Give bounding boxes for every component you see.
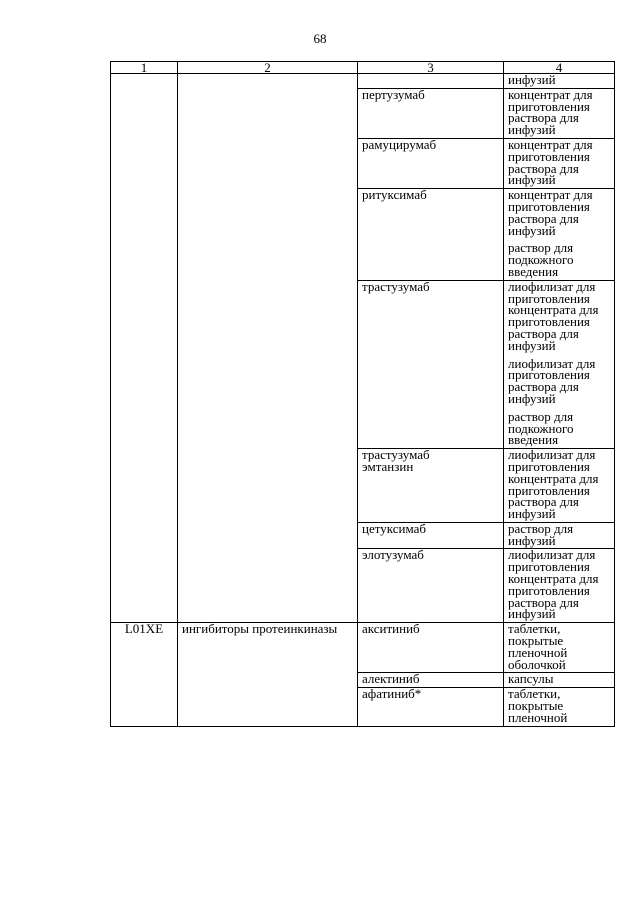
dosage-form-cell (504, 138, 615, 188)
atc-code-cell: L01XE (111, 623, 178, 726)
header-cell-4: 4 (504, 62, 615, 74)
dosage-form: капсулы (508, 671, 554, 687)
drug-name-cell: цетуксимаб (358, 522, 504, 549)
group-title-cell: ингибиторы протеинкиназы (178, 623, 358, 726)
dosage-form-cell (504, 449, 615, 523)
drug-name-cell: ритуксимаб (358, 189, 504, 281)
dosage-form: лиофилизат для приготовления раствора для инфузий (508, 355, 596, 406)
page-number: 68 (313, 31, 327, 46)
header-cell-3: 3 (358, 62, 504, 74)
drug-name-cell: трастузумаб эмтанзин (358, 449, 504, 523)
dosage-form: раствор для инфузий (508, 520, 574, 548)
dosage-form-cell (504, 522, 615, 549)
dosage-form: концентрат для приготовления раствора для инфузий (508, 136, 593, 188)
drug-name-cell: рамуцирумаб (358, 138, 504, 188)
drug-name-cell: пертузумаб (358, 88, 504, 138)
dosage-form: раствор для подкожного введения (508, 408, 574, 448)
dosage-form-cell (504, 549, 615, 623)
dosage-form: лиофилизат для приготовления концентрата для приготовления раствора для инфузий (508, 278, 599, 353)
dosage-form-cell (504, 88, 615, 138)
dosage-form: раствор для подкожного введения (508, 240, 574, 279)
dosage-form: концентрат для приготовления раствора для инфузий (508, 187, 593, 238)
drug-name-cell: трастузумаб (358, 280, 504, 448)
dosage-form: концентрат для приготовления раствора для инфузий (508, 86, 593, 138)
dosage-form-cell (504, 623, 615, 673)
dosage-form-cell (504, 280, 615, 448)
dosage-form-cell (504, 189, 615, 281)
dosage-form: таблетки, покрытые пленочной оболочкой (508, 621, 568, 672)
group-code-cell (111, 74, 178, 623)
dosage-form: таблетки, покрытые пленочной (508, 686, 568, 725)
drug-name-cell: алектиниб (358, 673, 504, 688)
group-title-cell (178, 74, 358, 623)
header-cell-2: 2 (178, 62, 358, 74)
dosage-form: лиофилизат для приготовления концентрата для приготовления раствора для инфузий (508, 547, 599, 622)
drug-name-cell: афатиниб* (358, 688, 504, 726)
drug-table (110, 61, 615, 727)
drug-row (111, 623, 615, 673)
drug-name-cell: акситиниб (358, 623, 504, 673)
dosage-form: лиофилизат для приготовления концентрата для приготовления раствора для инфузий (508, 447, 599, 522)
header-cell-1: 1 (111, 62, 178, 74)
dosage-form-cell (504, 688, 615, 726)
dosage-form: инфузий (508, 72, 556, 87)
drug-name-cell: элотузумаб (358, 549, 504, 623)
